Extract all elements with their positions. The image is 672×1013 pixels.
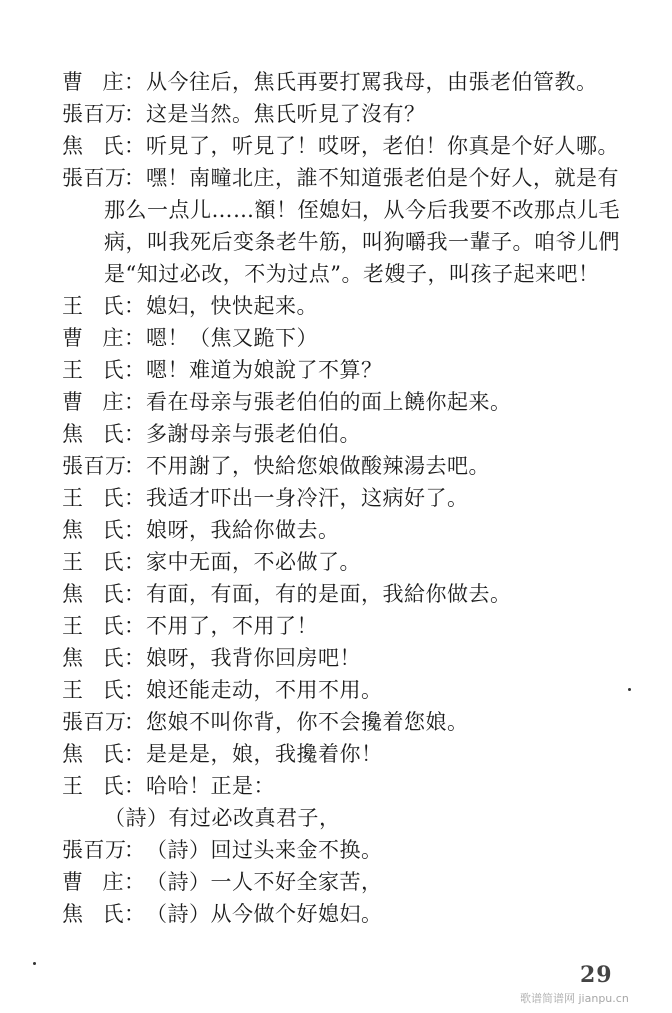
dialogue-line: 焦 氏 ： （詩）从今做个好媳妇。 [62,898,642,930]
verse-line: （詩）有过必改真君子， [104,806,341,830]
dialogue-line: 王 氏 ： 家中无面，不必做了。 [62,546,642,578]
speech-text: 我适才吓出一身冷汗，这病好了。 [146,486,469,510]
page-number: 29 [580,962,613,988]
speaker-name: 張百万 [62,710,127,734]
dialogue-line: 焦 氏 ： 有面，有面，有的是面，我給你做去。 [62,578,642,610]
speaker-name: 張百万 [62,838,127,862]
dialogue-line: 焦 氏 ： 娘呀，我背你回房吧！ [62,642,642,674]
speech-text: 听見了，听見了！哎呀，老伯！你真是个好人哪。 [146,134,619,158]
dialogue-line: 張百万 ： 嘿！南疃北庄，誰不知道張老伯是个好人，就是有 [62,162,642,194]
speech-text: 嗯！（焦又跪下） [146,326,318,350]
dialogue-block [62,66,642,930]
speaker-name: 焦 氏 [62,582,124,606]
speech-text: 看在母亲与張老伯伯的面上饒你起来。 [146,390,512,414]
dialogue-line: 張百万 ： 您娘不叫你背，你不会攙着您娘。 [62,706,642,738]
speaker-name: 焦 氏 [62,742,124,766]
speaker-name: 王 氏 [62,294,124,318]
speech-text: 哈哈！正是： [146,774,275,798]
dialogue-line: 張百万 ： 不用謝了，快給您娘做酸辣湯去吧。 [62,450,642,482]
speaker-name: 王 氏 [62,678,124,702]
speech-text: （詩）一人不好全家苦， [146,870,383,894]
speech-text: 嗯！难道为娘說了不算？ [146,358,383,382]
print-speck [33,962,36,965]
speech-text: 媳妇，快快起来。 [146,294,318,318]
speech-text: 多謝母亲与張老伯伯。 [146,422,361,446]
speech-text: 家中无面，不必做了。 [146,550,361,574]
speech-text: 嘿！南疃北庄，誰不知道張老伯是个好人，就是有 [146,166,619,190]
watermark-text: 歌谱简谱网 jianpu.cn [520,992,629,1005]
speaker-name: 王 氏 [62,550,124,574]
dialogue-line: 曹 庄 ： 嗯！（焦又跪下） [62,322,642,354]
speech-text: 这是当然。焦氏听見了沒有？ [146,102,426,126]
speaker-name: 曹 庄 [62,390,124,414]
speech-text: （詩）回过头来金不换。 [146,838,383,862]
dialogue-line: 焦 氏 ： 听見了，听見了！哎呀，老伯！你真是个好人哪。 [62,130,642,162]
speech-continuation: 那么一点儿……額！侄媳妇，从今后我要不改那点儿毛 [104,198,620,222]
dialogue-line: 王 氏 ： 哈哈！正是： [62,770,642,802]
speech-text: 有面，有面，有的是面，我給你做去。 [146,582,512,606]
dialogue-line: 王 氏 ： 不用了，不用了！ [62,610,642,642]
dialogue-group [62,834,642,930]
dialogue-line: 王 氏 ： 媳妇，快快起来。 [62,290,642,322]
speaker-name: 張百万 [62,102,127,126]
speech-text: 娘呀，我背你回房吧！ [146,646,361,670]
speaker-name: 王 氏 [62,614,124,638]
speech-text: 娘呀，我給你做去。 [146,518,340,542]
speech-continuation: 是“知过必改，不为过点”。老嫂子，叫孩子起来吧！ [104,262,600,286]
speaker-name: 焦 氏 [62,902,124,926]
dialogue-line: 焦 氏 ： 是是是，娘，我攙着你！ [62,738,642,770]
speaker-name: 曹 庄 [62,870,124,894]
speaker-name: 焦 氏 [62,518,124,542]
dialogue-line: 張百万 ： 这是当然。焦氏听見了沒有？ [62,98,642,130]
speech-text: （詩）从今做个好媳妇。 [146,902,383,926]
speaker-name: 王 氏 [62,358,124,382]
speech-continuation: 病，叫我死后变条老牛筋，叫狗嚼我一輩子。咱爷儿們 [104,230,620,254]
dialogue-line: 王 氏 ： 嗯！难道为娘說了不算？ [62,354,642,386]
speaker-name: 焦 氏 [62,422,124,446]
speaker-name: 曹 庄 [62,326,124,350]
dialogue-line: 曹 庄 ： 看在母亲与張老伯伯的面上饒你起来。 [62,386,642,418]
speech-text: 您娘不叫你背，你不会攙着您娘。 [146,710,469,734]
speaker-name: 王 氏 [62,774,124,798]
speech-text: 从今往后，焦氏再要打罵我母，由張老伯管教。 [146,70,598,94]
dialogue-line: 王 氏 ： 我适才吓出一身冷汗，这病好了。 [62,482,642,514]
speech-text: 不用謝了，快給您娘做酸辣湯去吧。 [146,454,490,478]
dialogue-line: 曹 庄 ： （詩）一人不好全家苦， [62,866,642,898]
dialogue-line: 王 氏 ： 娘还能走动，不用不用。 [62,674,642,706]
dialogue-line: 焦 氏 ： 多謝母亲与張老伯伯。 [62,418,642,450]
speaker-name: 張百万 [62,454,127,478]
speaker-name: 張百万 [62,166,127,190]
print-speck [628,688,631,691]
dialogue-line: 張百万 ： （詩）回过头来金不换。 [62,834,642,866]
speech-text: 是是是，娘，我攙着你！ [146,742,383,766]
speaker-name: 焦 氏 [62,134,124,158]
speech-text: 娘还能走动，不用不用。 [146,678,383,702]
dialogue-group [62,290,642,802]
speaker-name: 王 氏 [62,486,124,510]
speaker-name: 曹 庄 [62,70,124,94]
speaker-name: 焦 氏 [62,646,124,670]
dialogue-line: 焦 氏 ： 娘呀，我給你做去。 [62,514,642,546]
dialogue-line: 曹 庄 ： 从今往后，焦氏再要打罵我母，由張老伯管教。 [62,66,642,98]
speech-text: 不用了，不用了！ [146,614,318,638]
